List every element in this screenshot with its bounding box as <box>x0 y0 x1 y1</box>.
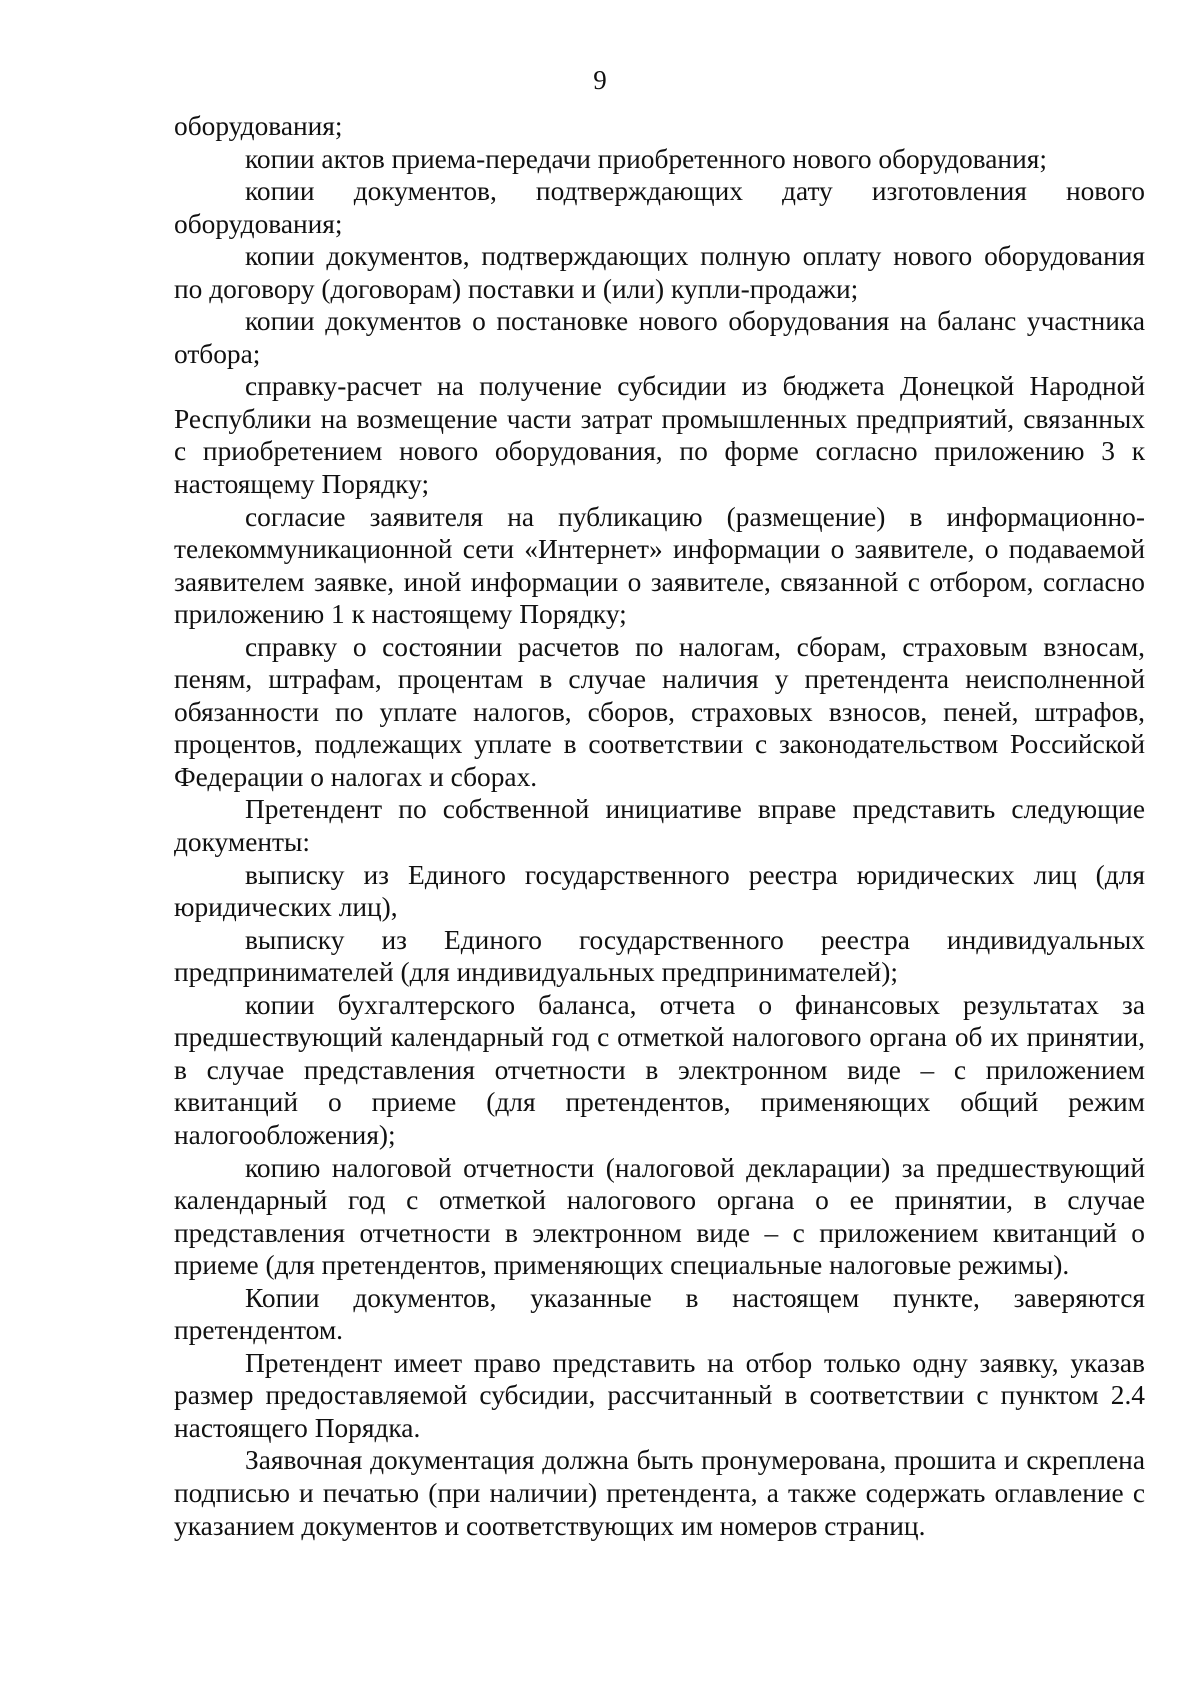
paragraph: копии документов, подтверждающих полную оплату нового оборудования по договору (договорам) поставки и (или) купли-продажи; <box>174 241 1145 304</box>
paragraph: справку о состоянии расчетов по налогам, сборам, страховым взносам, пеням, штрафам, процентам в случае наличия у претендента неисполненной обязанности по уплате налогов, сборов, страховых взносов, пеней, штрафов, процентов, подлежащих уплате в соответствии с законодательством Российской Федерации о налогах и сборах. <box>174 631 1145 792</box>
paragraph: оборудования; <box>174 111 343 141</box>
page-number: 9 <box>593 65 607 95</box>
paragraph: копии актов приема-передачи приобретенного нового оборудования; <box>245 143 1047 174</box>
paragraph: справку-расчет на получение субсидии из бюджета Донецкой Народной Республики на возмещение части затрат промышленных предприятий, связанных с приобретением нового оборудования, по форме согласно приложению 3 к настоящему Порядку; <box>174 371 1145 500</box>
paragraph: копию налоговой отчетности (налоговой декларации) за предшествующий календарный год с отметкой налогового органа о ее принятии, в случае представления отчетности в электронном виде – с приложением квитанций о приеме (для претендентов, применяющих специальные налоговые режимы). <box>174 1152 1145 1281</box>
paragraph: копии документов о постановке нового оборудования на баланс участника отбора; <box>174 306 1145 369</box>
paragraph: Заявочная документация должна быть пронумерована, прошита и скреплена подписью и печатью (при наличии) претендента, а также содержать оглавление с указанием документов и соответствующих им номеров страниц. <box>174 1445 1145 1541</box>
paragraph: выписку из Единого государственного реестра индивидуальных предпринимателей (для индивидуальных предпринимателей); <box>174 924 1145 988</box>
paragraph: Претендент по собственной инициативе вправе представить следующие документы: <box>174 794 1145 858</box>
paragraph: копии документов, подтверждающих дату изготовления нового оборудования; <box>174 176 1145 239</box>
document-body <box>174 110 1145 1542</box>
paragraph: выписку из Единого государственного реестра юридических лиц (для юридических лиц), <box>174 859 1145 923</box>
paragraph: копии бухгалтерского баланса, отчета о финансовых результатах за предшествующий календарный год с отметкой налогового органа об их принятии, в случае представления отчетности в электронном виде – с приложением квитанций о приеме (для претендентов, применяющих общий режим налогообложения); <box>174 989 1145 1150</box>
paragraph: Претендент имеет право представить на отбор только одну заявку, указав размер предоставляемой субсидии, рассчитанный в соответствии с пунктом 2.4 настоящего Порядка. <box>174 1347 1145 1443</box>
paragraph: согласие заявителя на публикацию (размещение) в информационно-телекоммуникационной сети «Интернет» информации о заявителе, о подаваемой заявителем заявке, иной информации о заявителе, связанной с отбором, согласно приложению 1 к настоящему Порядку; <box>174 501 1145 630</box>
paragraph: Копии документов, указанные в настоящем пункте, заверяются претендентом. <box>174 1282 1145 1346</box>
